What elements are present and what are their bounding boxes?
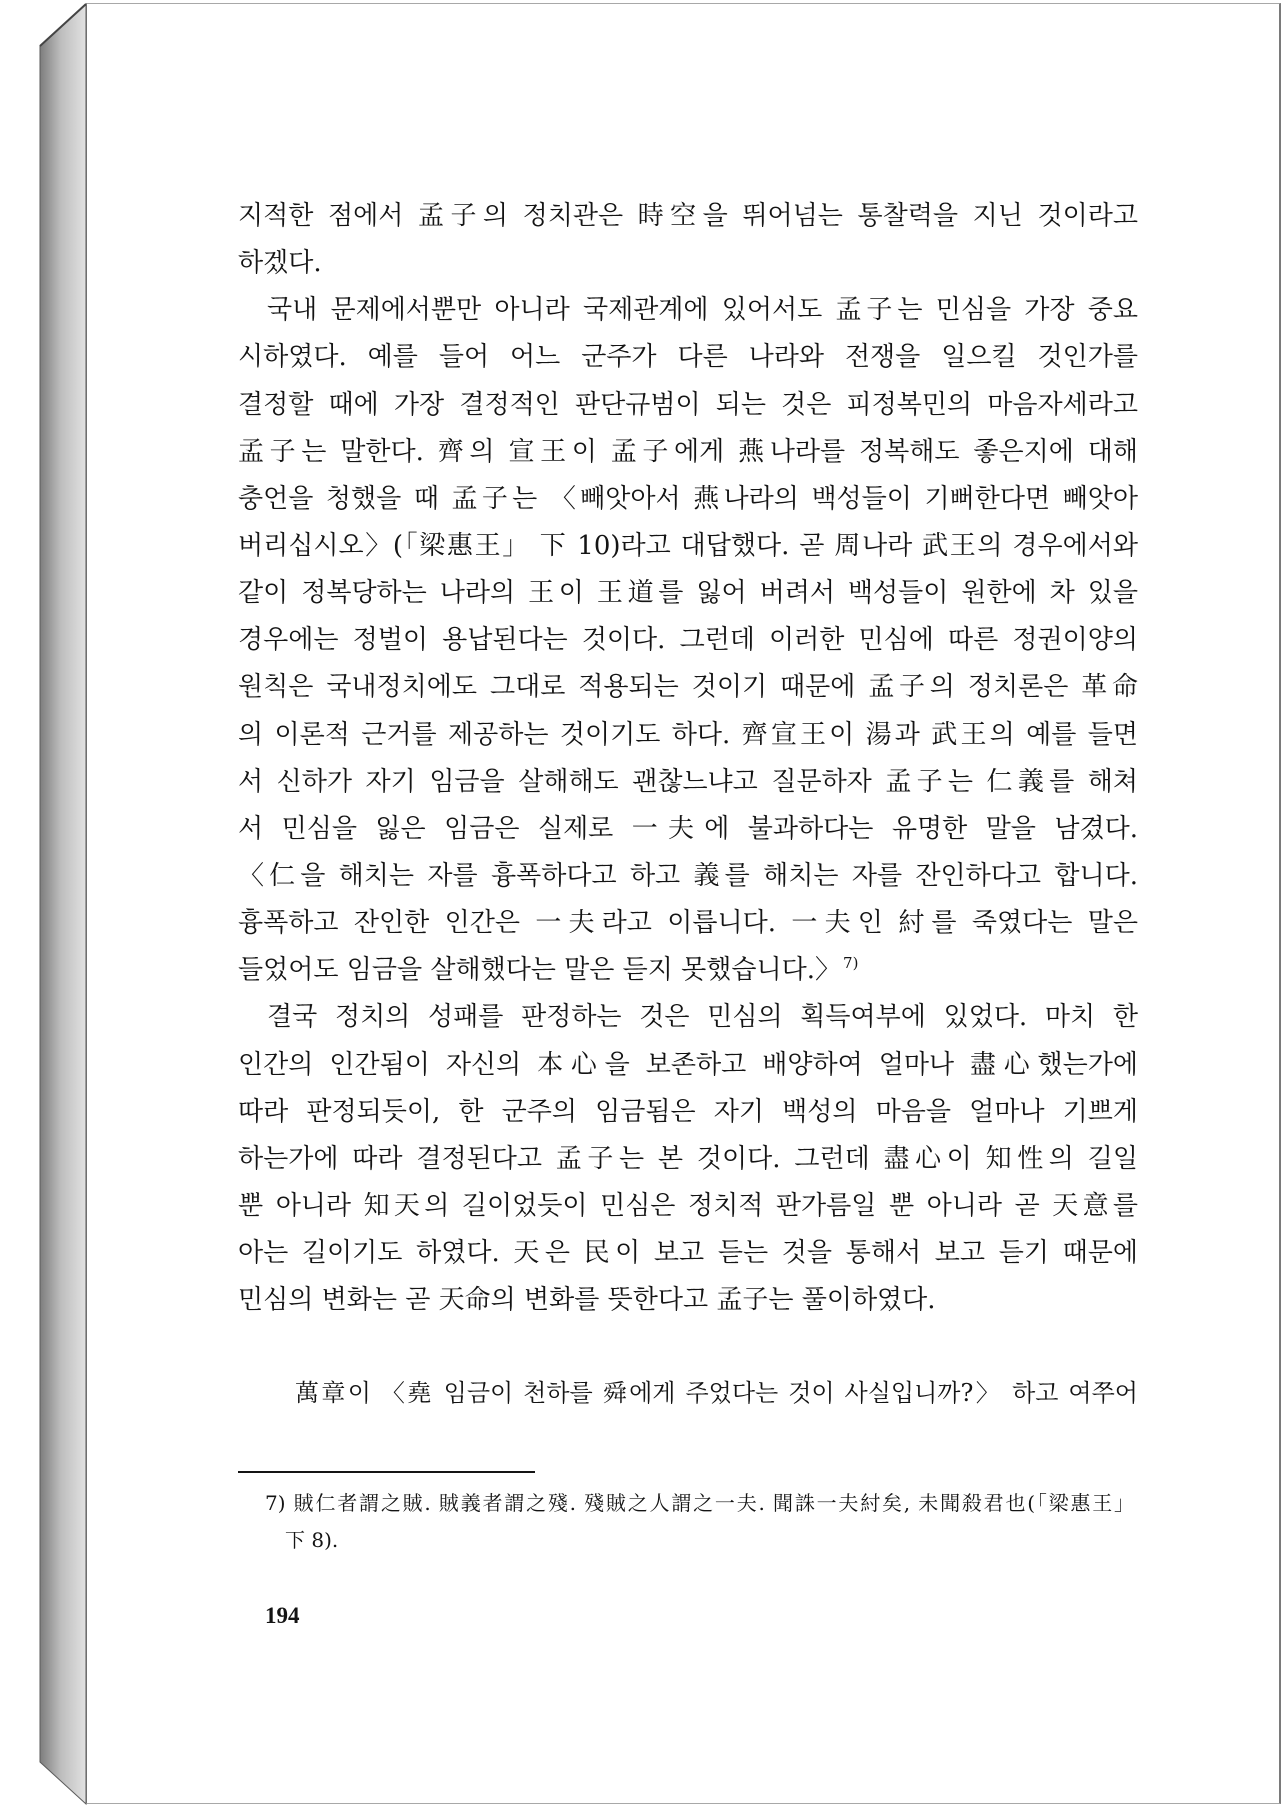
body-text-line: 국내 문제에서뿐만 아니라 국제관계에 있어서도 孟子는 민심을 가장 중요 [267, 295, 1138, 326]
body-text-line: 결정할 때에 가장 결정적인 판단규범이 되는 것은 피정복민의 마음자세라고 [238, 389, 1138, 420]
body-text-line: 인간의 인간됨이 자신의 本心을 보존하고 배양하여 얼마나 盡心했는가에 [238, 1049, 1138, 1080]
body-text-line: 시하였다. 예를 들어 어느 군주가 다른 나라와 전쟁을 일으킬 것인가를 [238, 342, 1138, 373]
body-text-line: 경우에는 정벌이 용납된다는 것이다. 그런데 이러한 민심에 따른 정권이양의 [238, 625, 1138, 656]
body-text-line: 〈仁을 해치는 자를 흉폭하다고 하고 義를 해치는 자를 잔인하다고 합니다. [238, 860, 1138, 891]
body-text-line: 따라 판정되듯이, 한 군주의 임금됨은 자기 백성의 마음을 얼마나 기쁘게 [238, 1096, 1138, 1127]
body-text-line: 결국 정치의 성패를 판정하는 것은 민심의 획득여부에 있었다. 마치 한 [267, 1002, 1138, 1033]
quote-line: 萬章이 〈堯 임금이 천하를 舜에게 주었다는 것이 사실입니까?〉 하고 여쭈어 [295, 1379, 1138, 1407]
body-text-line: 흉폭하고 잔인한 인간은 一夫라고 이릅니다. 一夫인 紂를 죽였다는 말은 [238, 908, 1138, 939]
body-text-line: 의 이론적 근거를 제공하는 것이기도 하다. 齊宣王이 湯과 武王의 예를 들면 [238, 719, 1138, 750]
body-text-line: 아는 길이기도 하였다. 天은 民이 보고 듣는 것을 통해서 보고 듣기 때문에 [238, 1238, 1138, 1269]
body-text-line: 원칙은 국내정치에도 그대로 적용되는 것이기 때문에 孟子의 정치론은 革命 [238, 672, 1138, 703]
body-text-line: 충언을 청했을 때 孟子는 〈빼앗아서 燕나라의 백성들이 기뻐한다면 빼앗아 [238, 483, 1138, 514]
footnote-line: 下 8). [285, 1528, 339, 1552]
body-text-line-content: 들었어도 임금을 살해했다는 말은 듣지 못했습니다.〉 [238, 955, 842, 986]
body-text-line: 버리십시오〉(「梁惠王」 下 10)라고 대답했다. 곧 周나라 武王의 경우에서와 [238, 530, 1138, 561]
body-text-line: 같이 정복당하는 나라의 王이 王道를 잃어 버려서 백성들이 원한에 차 있을 [238, 578, 1138, 609]
body-text-line: 孟子는 말한다. 齊의 宣王이 孟子에게 燕나라를 정복해도 좋은지에 대해 [238, 436, 1138, 467]
body-text-line: 뿐 아니라 知天의 길이었듯이 민심은 정치적 판가름일 뿐 아니라 곧 天意를 [238, 1190, 1138, 1221]
footnote-line: 7) 賊仁者謂之賊. 賊義者謂之殘. 殘賊之人謂之一夫. 聞誅一夫紂矣, 未聞殺君也(「梁惠王」 [265, 1491, 1134, 1515]
body-text-line: 서 민심을 잃은 임금은 실제로 一夫에 불과하다는 유명한 말을 남겼다. [238, 813, 1138, 844]
body-text-line: 지적한 점에서 孟子의 정치관은 時空을 뛰어넘는 통찰력을 지닌 것이라고 [238, 201, 1138, 231]
body-text-line: 하는가에 따라 결정된다고 孟子는 본 것이다. 그런데 盡心이 知性의 길일 [238, 1143, 1138, 1174]
footnote-rule [238, 1471, 535, 1473]
body-text [238, 193, 1138, 1324]
body-text-line: 서 신하가 자기 임금을 살해해도 괜찮느냐고 질문하자 孟子는 仁義를 해쳐 [238, 766, 1138, 797]
body-text-line [238, 947, 1138, 994]
page-number: 194 [265, 1603, 300, 1628]
body-text-line: 하겠다. [238, 248, 322, 279]
body-text-line: 민심의 변화는 곧 天命의 변화를 뜻한다고 孟子는 풀이하였다. [238, 1285, 936, 1316]
footnote-reference: 7) [843, 954, 859, 973]
spine-side [40, 4, 86, 1804]
